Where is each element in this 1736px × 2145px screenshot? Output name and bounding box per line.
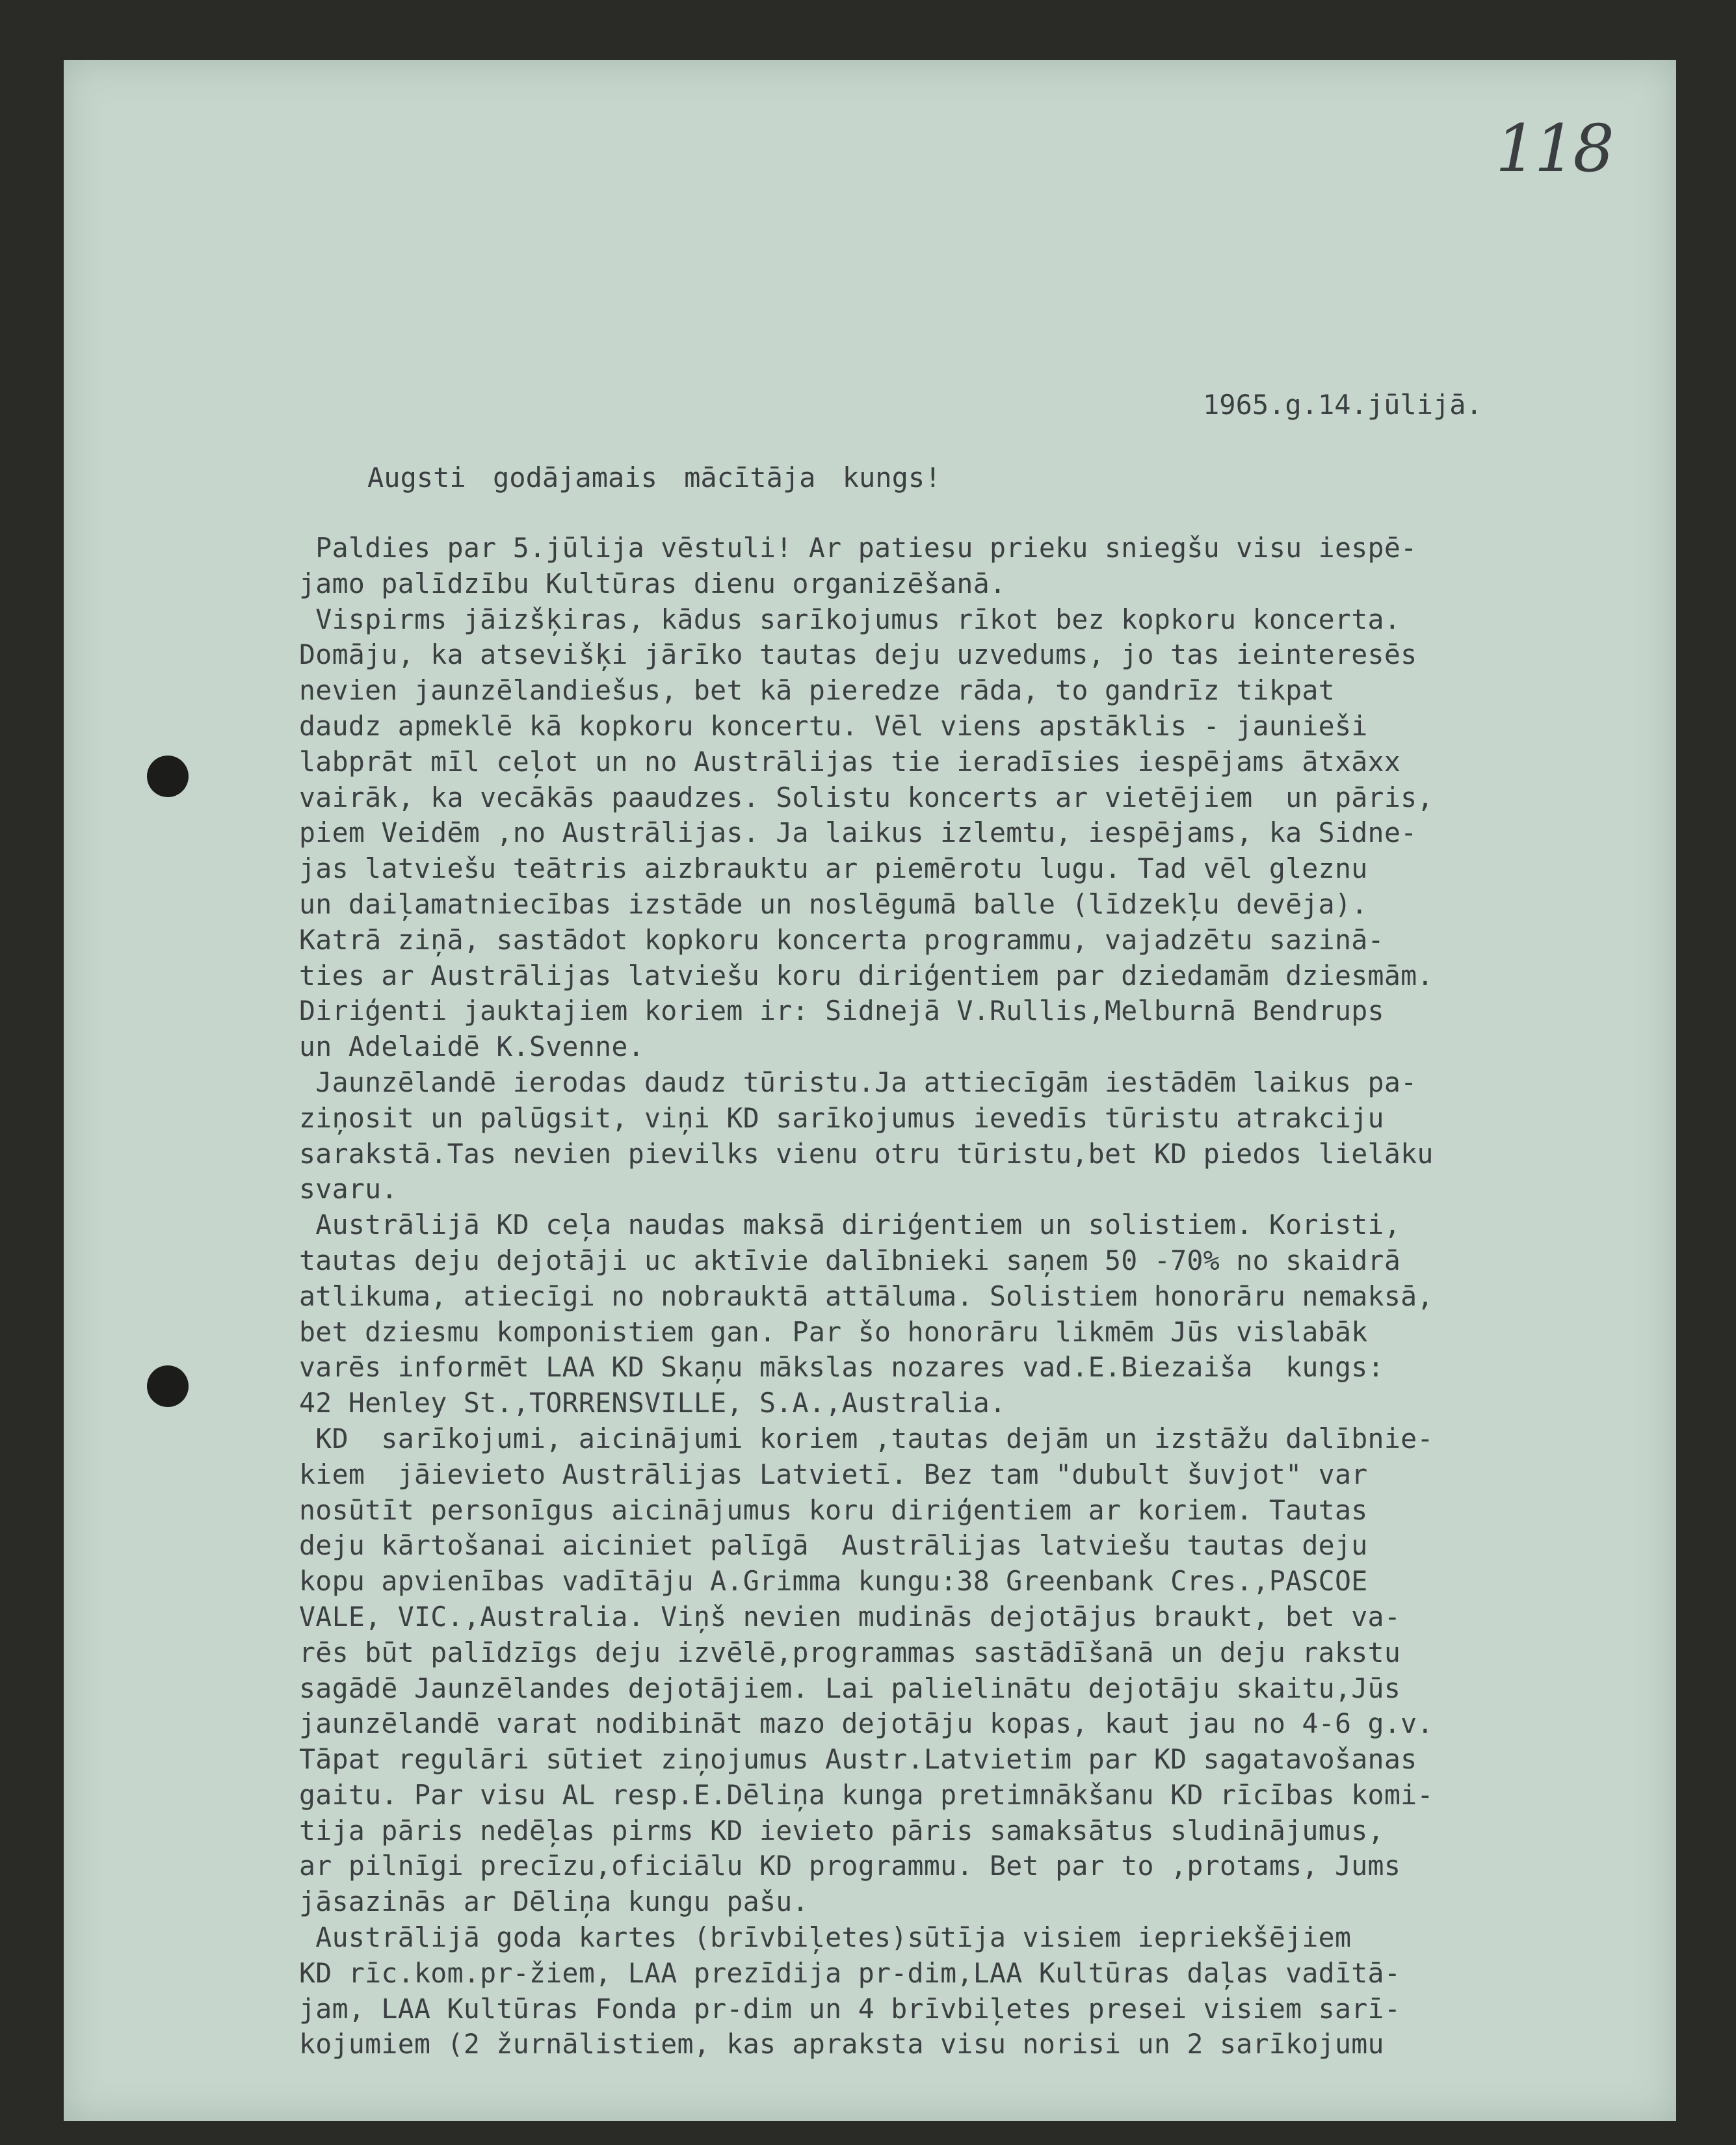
letter-line: varēs informēt LAA KD Skaņu mākslas nozares vad.E.Biezaiša kungs:: [299, 1351, 1384, 1384]
letter-line: 42 Henley St.,TORRENSVILLE, S.A.,Australia.: [299, 1387, 1006, 1419]
letter-line: kiem jāievieto Austrālijas Latvietī. Bez tam "dubult šuvjot" var: [299, 1458, 1368, 1490]
letter-line: Tāpat regulāri sūtiet ziņojumus Austr.Latvietim par KD sagatavošanas: [299, 1743, 1417, 1776]
letter-line: rēs būt palīdzīgs deju izvēlē,programmas sastādīšanā un deju rakstu: [299, 1636, 1401, 1668]
letter-line: Jaunzēlandē ierodas daudz tūristu.Ja attiecīgām iestādēm laikus pa-: [299, 1066, 1417, 1098]
letter-line: jam, LAA Kultūras Fonda pr-dim un 4 brīvbiļetes presei visiem sarī-: [299, 1992, 1401, 2025]
letter-line: KD rīc.kom.pr-žiem, LAA prezīdija pr-dim,LAA Kultūras daļas vadītā-: [299, 1956, 1401, 1989]
letter-line: jamo palīdzību Kultūras dienu organizēšanā.: [299, 567, 1006, 599]
letter-line: un daiļamatniecības izstāde un noslēgumā balle (līdzekļu devēja).: [299, 888, 1368, 920]
letter-line: Vispirms jāizšķiras, kādus sarīkojumus rīkot bez kopkoru koncerta.: [299, 603, 1401, 635]
letter-line: Diriģenti jauktajiem koriem ir: Sidnejā V.Rullis,Melburnā Bendrups: [299, 995, 1384, 1027]
letter-line: vairāk, ka vecākās paaudzes. Solistu koncerts ar vietējiem un pāris,: [299, 781, 1434, 813]
letter-greeting: Augsti godājamais mācītāja kungs!: [367, 462, 941, 493]
letter-line: nosūtīt personīgus aicinājumus koru diriģentiem ar koriem. Tautas: [299, 1494, 1368, 1526]
letter-line: tija pāris nedēļas pirms KD ievieto pāris samaksātus sludinājumus,: [299, 1814, 1384, 1847]
letter-body: [299, 531, 1658, 2062]
letter-line: VALE, VIC.,Australia. Viņš nevien mudinās dejotājus braukt, bet va-: [299, 1600, 1401, 1633]
punch-hole-bottom: [147, 1365, 189, 1407]
letter-line: deju kārtošanai aiciniet palīgā Austrālijas latviešu tautas deju: [299, 1529, 1368, 1562]
letter-date: 1965.g.14.jūlijā.: [1203, 389, 1482, 421]
letter-line: kopu apvienības vadītāju A.Grimma kungu:38 Greenbank Cres.,PASCOE: [299, 1565, 1368, 1598]
letter-line: jas latviešu teātris aizbrauktu ar piemērotu lugu. Tad vēl gleznu: [299, 852, 1368, 885]
letter-line: svaru.: [299, 1173, 398, 1205]
letter-line: ties ar Austrālijas latviešu koru diriģentiem par dziedamām dziesmām.: [299, 959, 1434, 992]
letter-line: jāsazinās ar Dēliņa kungu pašu.: [299, 1886, 809, 1918]
letter-line: daudz apmeklē kā kopkoru koncertu. Vēl viens apstāklis - jaunieši: [299, 709, 1368, 742]
letter-line: piem Veidēm ,no Austrālijas. Ja laikus izlemtu, iespējams, ka Sidne-: [299, 817, 1417, 849]
letter-line: ziņosit un palūgsit, viņi KD sarīkojumus ievedīs tūristu atrakciju: [299, 1101, 1384, 1134]
letter-line: sarakstā.Tas nevien pievilks vienu otru tūristu,bet KD piedos lielāku: [299, 1137, 1434, 1170]
letter-line: gaitu. Par visu AL resp.E.Dēliņa kunga pretimnākšanu KD rīcības komi-: [299, 1778, 1434, 1811]
letter-line: nevien jaunzēlandiešus, bet kā pieredze rāda, to gandrīz tikpat: [299, 674, 1335, 707]
letter-line: un Adelaidē K.Svenne.: [299, 1031, 644, 1063]
letter-line: jaunzēlandē varat nodibināt mazo dejotāju kopas, kaut jau no 4-6 g.v.: [299, 1707, 1434, 1740]
letter-line: Paldies par 5.jūlija vēstuli! Ar patiesu prieku sniegšu visu iespē-: [299, 532, 1417, 564]
letter-line: labprāt mīl ceļot un no Austrālijas tie ieradīsies iespējams ātxāxx: [299, 745, 1401, 778]
letter-line: kojumiem (2 žurnālistiem, kas apraksta visu norisi un 2 sarīkojumu: [299, 2028, 1384, 2060]
letter-line: KD sarīkojumi, aicinājumi koriem ,tautas dejām un izstāžu dalībnie-: [299, 1422, 1434, 1454]
letter-line: bet dziesmu komponistiem gan. Par šo honorāru likmēm Jūs vislabāk: [299, 1315, 1368, 1348]
letter-line: atlikuma, atiecīgi no nobrauktā attāluma. Solistiem honorāru nemaksā,: [299, 1280, 1434, 1312]
handwritten-page-number: 118: [1495, 111, 1612, 187]
letter-line: Austrālijā KD ceļa naudas maksā diriģentiem un solistiem. Koristi,: [299, 1209, 1401, 1241]
letter-line: sagādē Jaunzēlandes dejotājiem. Lai palielinātu dejotāju skaitu,Jūs: [299, 1672, 1401, 1704]
letter-line: tautas deju dejotāji uc aktīvie dalībnieki saņem 50 -70% no skaidrā: [299, 1244, 1401, 1276]
letter-line: Austrālijā goda kartes (brīvbiļetes)sūtīja visiem iepriekšējiem: [299, 1921, 1352, 1954]
letter-line: ar pilnīgi precīzu,oficiālu KD programmu. Bet par to ,protams, Jums: [299, 1850, 1401, 1882]
letter-line: Domāju, ka atsevišķi jārīko tautas deju uzvedums, jo tas ieinteresēs: [299, 638, 1417, 671]
letter-line: Katrā ziņā, sastādot kopkoru koncerta programmu, vajadzētu sazinā-: [299, 923, 1384, 956]
punch-hole-top: [147, 756, 189, 797]
